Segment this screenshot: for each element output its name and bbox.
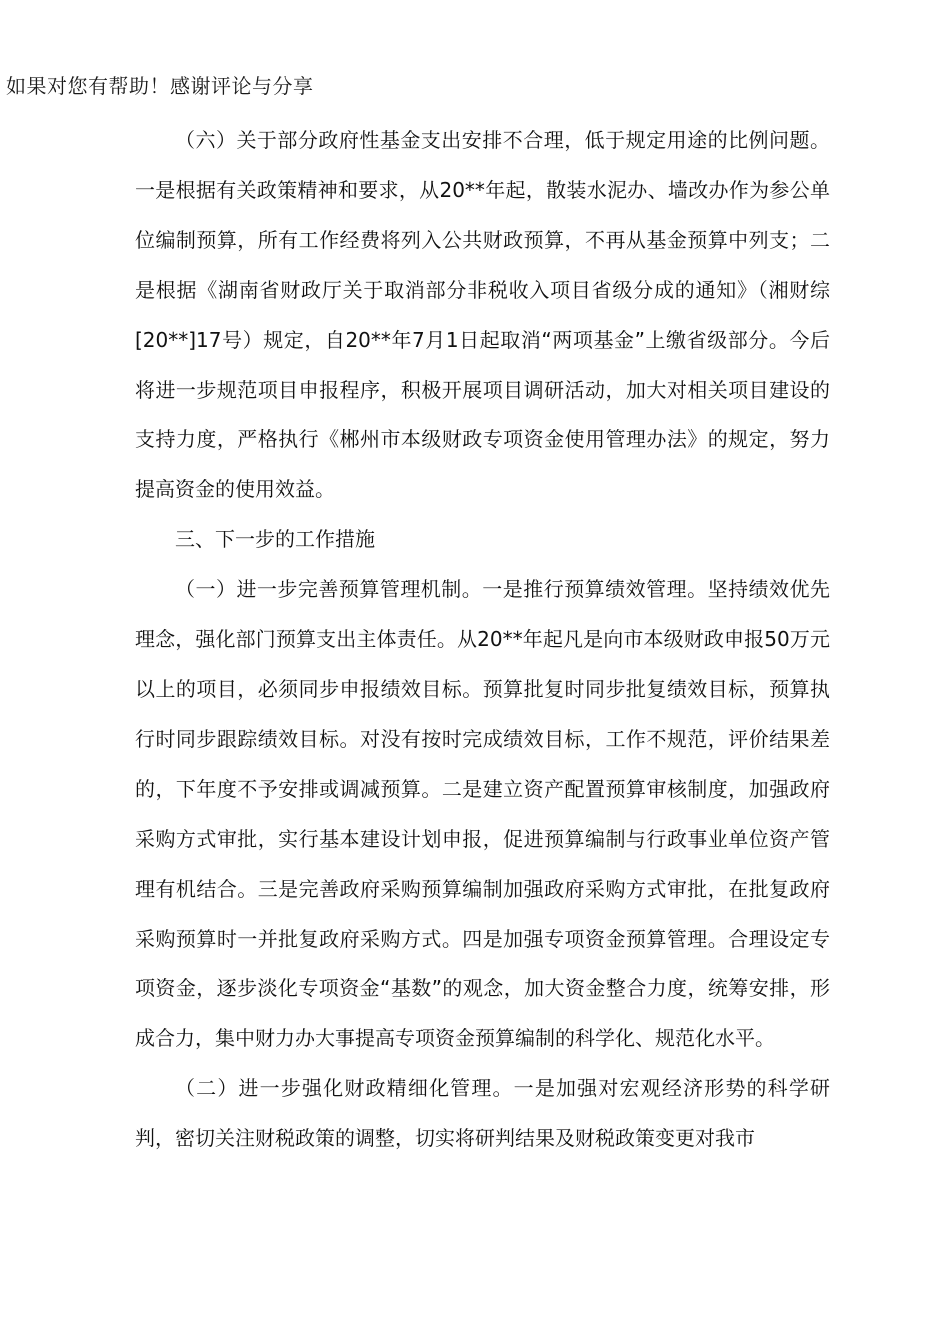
paragraph-measure-one: （一）进一步完善预算管理机制。一是推行预算绩效管理。坚持绩效优先理念，强化部门预算支出主体责任。从20**年起凡是向市本级财政申报50万元以上的项目，必须同步申报绩效目标。预算批复时同步批复绩效目标，预算执行时同步跟踪绩效目标。对没有按时完成绩效目标，工作不规范，评价结果差的，下年度不予安排或调减预算。二是建立资产配置预算审核制度，加强政府采购方式审批，实行基本建设计划申报，促进预算编制与行政事业单位资产管理有机结合。三是完善政府采购预算编制加强政府采购方式审批，在批复政府采购预算时一并批复政府采购方式。四是加强专项资金预算管理。合理设定专项资金，逐步淡化专项资金“基数”的观念，加大资金整合力度，统筹安排，形成合力，集中财力办大事提高专项资金预算编制的科学化、规范化水平。 [135,577,830,1051]
paragraph-section-six: （六）关于部分政府性基金支出安排不合理，低于规定用途的比例问题。一是根据有关政策精神和要求，从20**年起，散装水泥办、墙改办作为参公单位编制预算，所有工作经费将列入公共财政预算，不再从基金预算中列支；二是根据《湖南省财政厅关于取消部分非税收入项目省级分成的通知》（湘财综[20**]17号）规定，自20**年7月1日起取消“两项基金”上缴省级部分。今后将进一步规范项目申报程序，积极开展项目调研活动，加大对相关项目建设的支持力度，严格执行《郴州市本级财政专项资金使用管理办法》的规定，努力提高资金的使用效益。 [135,128,830,502]
paragraph-measure-two: （二）进一步强化财政精细化管理。一是加强对宏观经济形势的科学研判，密切关注财税政策的调整，切实将研判结果及财税政策变更对我市 [135,1076,830,1151]
header-note: 如果对您有帮助！感谢评论与分享 [6,74,314,98]
section-heading-next-steps: 三、下一步的工作措施 [175,527,375,552]
document-body [135,116,830,1164]
